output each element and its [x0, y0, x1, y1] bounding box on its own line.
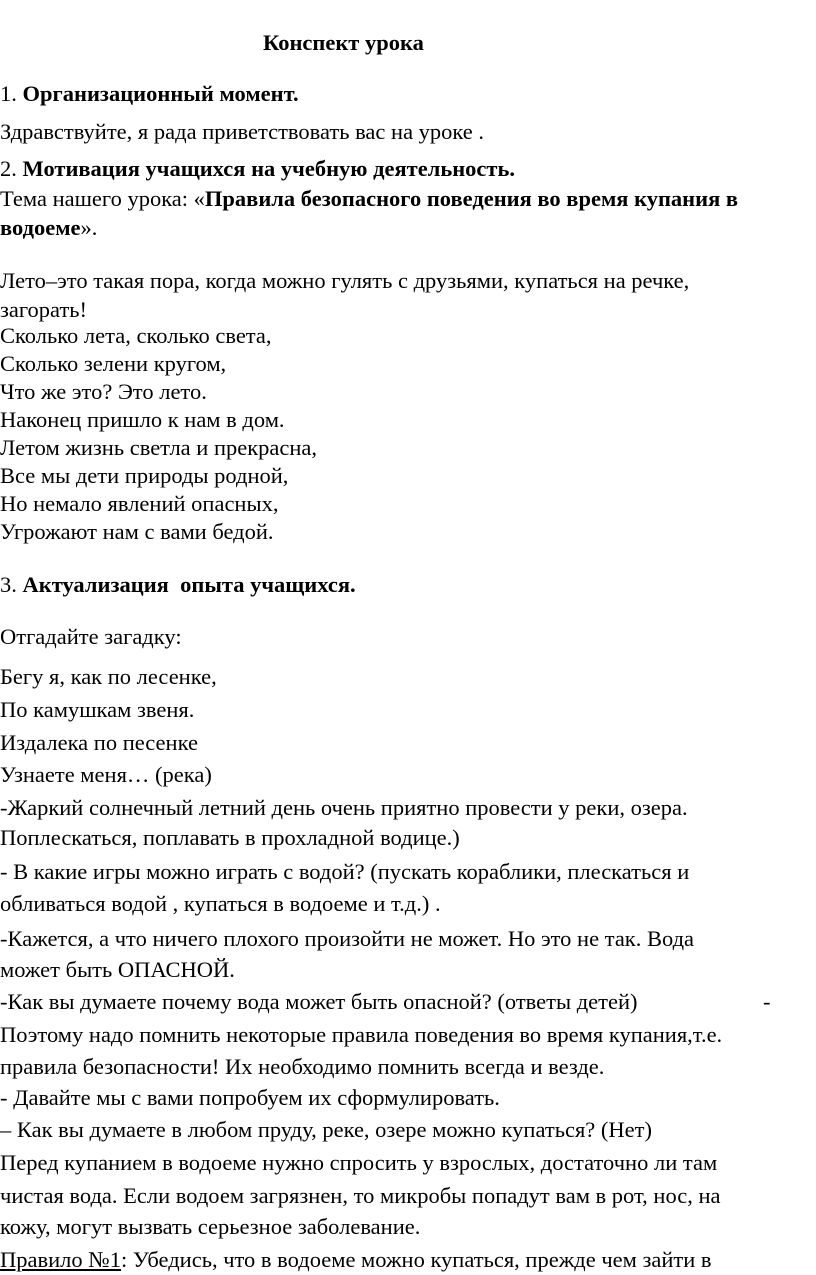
section-number: 1. [0, 81, 23, 106]
poem-line: Но немало явлений опасных, [0, 491, 279, 516]
riddle-line: Узнаете меня… (река) [0, 762, 212, 787]
theme-title-end: водоеме [0, 215, 81, 240]
section-title: Мотивация учащихся на учебную деятельность. [22, 156, 515, 181]
paragraph: Здравствуйте, я рада приветствовать вас на уроке . [0, 119, 485, 144]
section-2-heading [0, 156, 515, 182]
rule-label: Правило №1 [0, 1247, 121, 1272]
section-title: Актуализация опыта учащихся. [22, 572, 356, 597]
rule-1-line [0, 1247, 712, 1273]
dash-mark: - [763, 989, 771, 1014]
rule-text: : Убедись, что в водоеме можно купаться, прежде чем зайти в [120, 1247, 712, 1272]
riddle-line: Бегу я, как по лесенке, [0, 664, 217, 689]
poem-line: Угрожают нам с вами бедой. [0, 519, 274, 544]
poem-line: Все мы дети природы родной, [0, 463, 289, 488]
poem-line: Сколько лета, сколько света, [0, 323, 272, 348]
text-line: – Как вы думаете в любом пруду, реке, озере можно купаться? (Нет) [0, 1117, 652, 1142]
section-number: 2. [0, 156, 23, 181]
section-title: Организационный момент. [22, 81, 299, 106]
lesson-theme-line-2 [0, 215, 97, 241]
section-1-heading [0, 81, 299, 107]
text-line: Перед купанием в водоеме нужно спросить у взрослых, достаточно ли там [0, 1150, 718, 1175]
text-line: правила безопасности! Их необходимо помнить всегда и везде. [0, 1054, 605, 1079]
poem-line: Наконец пришло к нам в дом. [0, 407, 285, 432]
text-line: кожу, могут вызвать серьезное заболевание. [0, 1214, 421, 1239]
text-line: обливаться водой , купаться в водоеме и т.д.) . [0, 891, 441, 916]
text-line: -Как вы думаете почему вода может быть опасной? (ответы детей) [0, 989, 638, 1014]
riddle-line: По камушкам звеня. [0, 697, 195, 722]
section-3-heading [0, 572, 356, 598]
lesson-theme-line-1 [0, 186, 738, 212]
text-line: - Давайте мы с вами попробуем их сформулировать. [0, 1085, 500, 1110]
poem-line: Летом жизнь светла и прекрасна, [0, 435, 318, 460]
theme-prefix: Тема нашего урока: « [0, 186, 205, 211]
theme-suffix: ». [80, 215, 98, 240]
paragraph: загорать! [0, 297, 88, 322]
text-line: может быть ОПАСНОЙ. [0, 957, 235, 982]
text-line: -Кажется, а что ничего плохого произойти не может. Но это не так. Вода [0, 926, 695, 951]
theme-title: Правила безопасного поведения во время купания в [204, 186, 739, 211]
poem-line: Сколько зелени кругом, [0, 351, 227, 376]
section-number: 3. [0, 572, 23, 597]
page-title: Конспект урока [263, 30, 424, 55]
text-line: Поэтому надо помнить некоторые правила поведения во время купания,т.е. [0, 1022, 723, 1047]
text-line: чистая вода. Если водоем загрязнен, то микробы попадут вам в рот, нос, на [0, 1183, 721, 1208]
text-line: - В какие игры можно играть с водой? (пускать кораблики, плескаться и [0, 859, 690, 884]
paragraph: Отгадайте загадку: [0, 624, 182, 649]
riddle-line: Издалека по песенке [0, 730, 198, 755]
poem-line: Что же это? Это лето. [0, 379, 207, 404]
text-line: Поплескаться, поплавать в прохладной водице.) [0, 825, 460, 850]
text-line: -Жаркий солнечный летний день очень приятно провести у реки, озера. [0, 795, 688, 820]
paragraph: Лето–это такая пора, когда можно гулять с друзьями, купаться на речке, [0, 268, 690, 293]
